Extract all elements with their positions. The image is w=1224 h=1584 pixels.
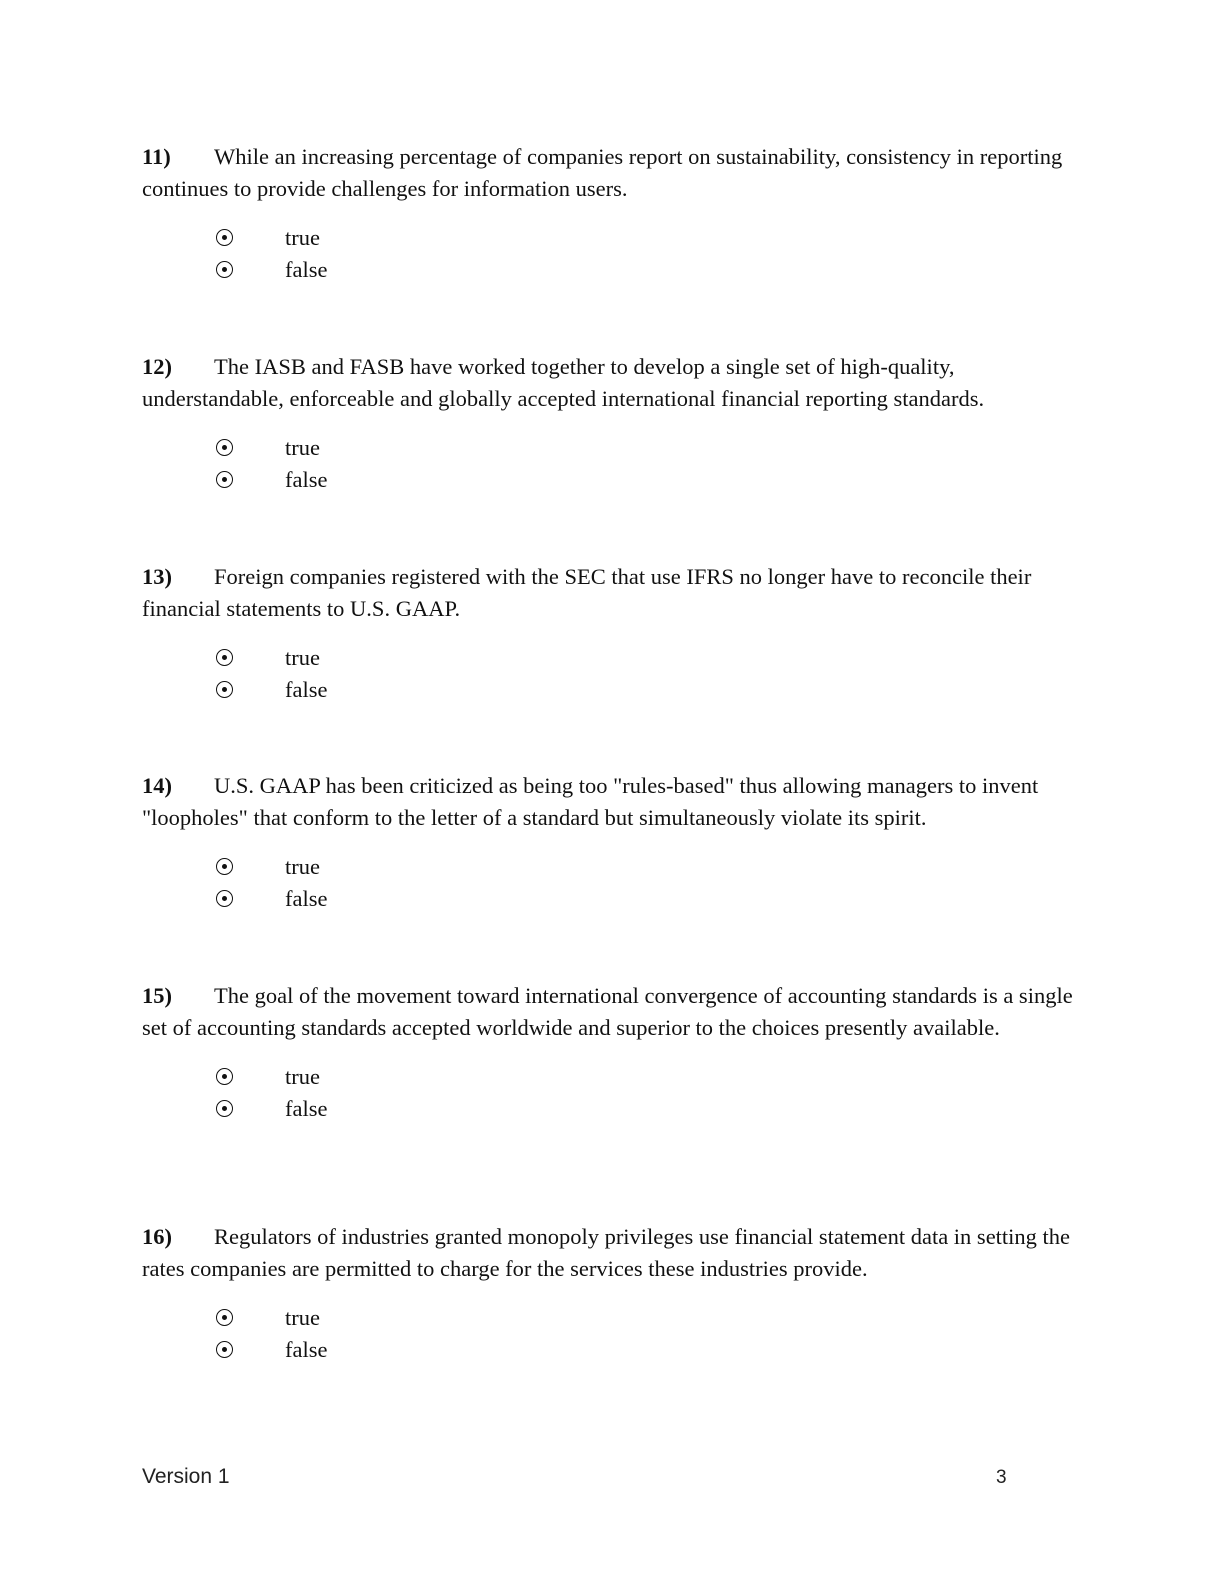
option-false[interactable] xyxy=(142,885,1077,917)
question-number: 16) xyxy=(142,1224,172,1249)
option-true[interactable] xyxy=(142,853,1077,885)
option-false[interactable] xyxy=(142,256,1077,288)
option-false[interactable] xyxy=(142,676,1077,708)
option-label: false xyxy=(285,257,328,282)
radio-button-icon[interactable] xyxy=(216,890,233,907)
radio-button-icon[interactable] xyxy=(216,439,233,456)
option-true[interactable] xyxy=(142,1304,1077,1336)
question-number: 15) xyxy=(142,983,172,1008)
question-body: The IASB and FASB have worked together to develop a single set of high-quality, understandable, enforceable and globally accepted international financial reporting standards. xyxy=(142,354,985,411)
radio-button-icon[interactable] xyxy=(216,471,233,488)
radio-button-icon[interactable] xyxy=(216,229,233,246)
question-text xyxy=(142,1221,1077,1284)
option-label: true xyxy=(285,435,320,460)
option-true[interactable] xyxy=(142,434,1077,466)
option-label: false xyxy=(285,1096,328,1121)
question-11 xyxy=(142,141,1077,288)
radio-button-icon[interactable] xyxy=(216,681,233,698)
answer-options xyxy=(142,853,1077,917)
answer-options xyxy=(142,1063,1077,1127)
question-body: Foreign companies registered with the SEC that use IFRS no longer have to reconcile their financial statements to U.S. GAAP. xyxy=(142,564,1032,621)
option-false[interactable] xyxy=(142,1336,1077,1368)
question-text xyxy=(142,141,1077,204)
option-label: true xyxy=(285,645,320,670)
option-true[interactable] xyxy=(142,224,1077,256)
radio-button-icon[interactable] xyxy=(216,1341,233,1358)
option-label: true xyxy=(285,1305,320,1330)
question-12 xyxy=(142,351,1077,498)
option-true[interactable] xyxy=(142,644,1077,676)
question-text xyxy=(142,980,1077,1043)
question-16 xyxy=(142,1221,1077,1368)
question-text xyxy=(142,561,1077,624)
question-number: 13) xyxy=(142,564,172,589)
answer-options xyxy=(142,224,1077,288)
radio-button-icon[interactable] xyxy=(216,649,233,666)
option-label: false xyxy=(285,677,328,702)
question-body: Regulators of industries granted monopoly privileges use financial statement data in setting the rates companies are permitted to charge for the services these industries provide. xyxy=(142,1224,1071,1281)
question-body: U.S. GAAP has been criticized as being too "rules-based" thus allowing managers to invent "loopholes" that conform to the letter of a standard but simultaneously violate its spirit. xyxy=(142,773,1039,830)
radio-button-icon[interactable] xyxy=(216,1068,233,1085)
question-text xyxy=(142,770,1077,833)
question-body: The goal of the movement toward international convergence of accounting standards is a single set of accounting standards accepted worldwide and superior to the choices presently available. xyxy=(142,983,1073,1040)
option-label: true xyxy=(285,225,320,250)
question-body: While an increasing percentage of companies report on sustainability, consistency in reporting continues to provide challenges for information users. xyxy=(142,144,1063,201)
answer-options xyxy=(142,434,1077,498)
question-14 xyxy=(142,770,1077,917)
option-label: true xyxy=(285,854,320,879)
footer-page-number: 3 xyxy=(996,1467,1007,1488)
question-15 xyxy=(142,980,1077,1127)
radio-button-icon[interactable] xyxy=(216,1100,233,1117)
question-number: 12) xyxy=(142,354,172,379)
option-true[interactable] xyxy=(142,1063,1077,1095)
option-false[interactable] xyxy=(142,466,1077,498)
radio-button-icon[interactable] xyxy=(216,858,233,875)
answer-options xyxy=(142,1304,1077,1368)
option-label: false xyxy=(285,467,328,492)
option-label: false xyxy=(285,886,328,911)
radio-button-icon[interactable] xyxy=(216,1309,233,1326)
option-label: false xyxy=(285,1337,328,1362)
question-text xyxy=(142,351,1077,414)
option-label: true xyxy=(285,1064,320,1089)
question-number: 11) xyxy=(142,144,171,169)
footer-version: Version 1 xyxy=(142,1465,230,1488)
question-number: 14) xyxy=(142,773,172,798)
option-false[interactable] xyxy=(142,1095,1077,1127)
question-13 xyxy=(142,561,1077,708)
radio-button-icon[interactable] xyxy=(216,261,233,278)
answer-options xyxy=(142,644,1077,708)
